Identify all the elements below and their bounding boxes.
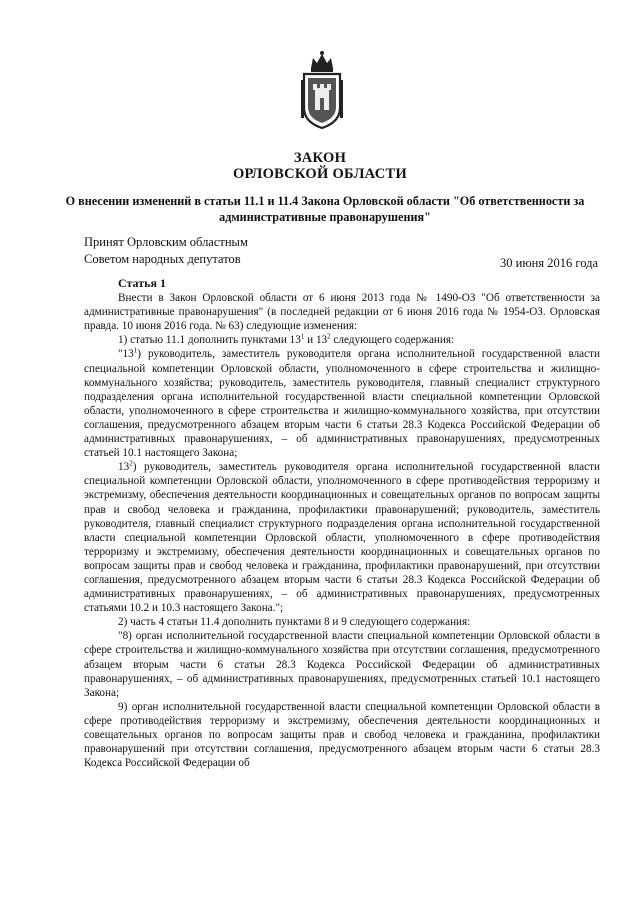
adoption-block — [84, 234, 248, 268]
document-subtitle: О внесении изменений в статьи 11.1 и 11.4 Закона Орловской области "Об ответственности за административные правонарушения" — [65, 194, 585, 224]
article-body — [84, 276, 600, 770]
paragraph-point-9: 9) орган исполнительной государственной власти специальной компетенции Орловской области в сфере противодействия терроризму и экстремизму, обеспечения деятельности координационных и совещательных органов по вопросам защиты прав и свобод человека и гражданина, профилактики правонарушений при отсутствии соглашения, предусмотренного абзацем вторым части 6 статьи 28.3 Кодекса Российской Федерации об — [84, 700, 600, 770]
adoption-date: 30 июня 2016 года — [500, 256, 598, 270]
coat-of-arms-icon — [300, 50, 344, 132]
paragraph-point-8: "8) орган исполнительной государственной власти специальной компетенции Орловской области в сфере строительства и жилищно-коммунального хозяйства при отсутствии соглашения, предусмотренного абзацем вторым части 6 статьи 28.3 Кодекса Российской Федерации об административных правонарушениях, – об административных правонарушениях, предусмотренных статьей 10.1 настоящего Закона; — [84, 630, 600, 699]
paragraph-item-1: 1) статью 11.1 дополнить пунктами $13^1$ и $13^2$ следующего содержания: — [118, 332, 455, 347]
document-title: ЗАКОН — [293, 150, 347, 166]
paragraph-item-2: 2) часть 4 статьи 11.4 дополнить пунктами 8 и 9 следующего содержания: — [118, 616, 471, 629]
paragraph-point-13-2: $13^2$) руководитель, заместитель руководителя органа исполнительной государственной власти специальной компетенции Орловской области, уполномоченного в сфере противодействия терроризму и экстремизму, обеспечения деятельности координационных и совещательных органов по вопросам защиты прав и свобод человека и гражданина, профилактики правонарушений; руководитель, заместитель руководителя, главный специалист структурного подразделения органа исполнительной государственной власти специальной компетенции Орловской области, уполномоченного в сфере противодействия терроризму и экстремизму, обеспечения деятельности координационных и совещательных органов по вопросам защиты прав и свобод человека и гражданина, профилактики правонарушений, при отсутствии соглашения, предусмотренного абзацем вторым части 6 статьи 28.3 Кодекса Российской Федерации об административных правонарушениях, – об административных правонарушениях, предусмотренных статьями 10.2 и 10.3 настоящего Закона."; — [84, 459, 600, 615]
paragraph-point-13-1: "$13^1$) руководитель, заместитель руководителя органа исполнительной государственной власти специальной компетенции Орловской области, уполномоченного в сфере строительства и жилищно-коммунального хозяйства; руководитель, заместитель руководителя, главный специалист структурного подразделения органа исполнительной государственной власти специальной компетенции Орловской области, уполномоченного в сфере строительства и жилищно-коммунального хозяйства, при отсутствии соглашения, предусмотренного абзацем вторым части 6 статьи 28.3 Кодекса Российской Федерации об административных правонарушениях, – об административных правонарушениях, предусмотренных статьей 10.1 настоящего Закона; — [84, 346, 600, 460]
document-region: ОРЛОВСКОЙ ОБЛАСТИ — [232, 166, 408, 182]
adoption-line-2: Советом народных депутатов — [84, 252, 241, 266]
paragraph-intro: Внести в Закон Орловской области от 6 июня 2013 года № 1490-ОЗ "Об ответственности за административные правонарушения" (в последней редакции от 6 июня 2016 года № 1954-ОЗ. Орловская правда. 10 июня 2016 года. № 63) следующие изменения: — [84, 292, 600, 333]
adoption-line-1: Принят Орловским областным — [84, 235, 248, 249]
article-heading: Статья 1 — [118, 276, 166, 290]
